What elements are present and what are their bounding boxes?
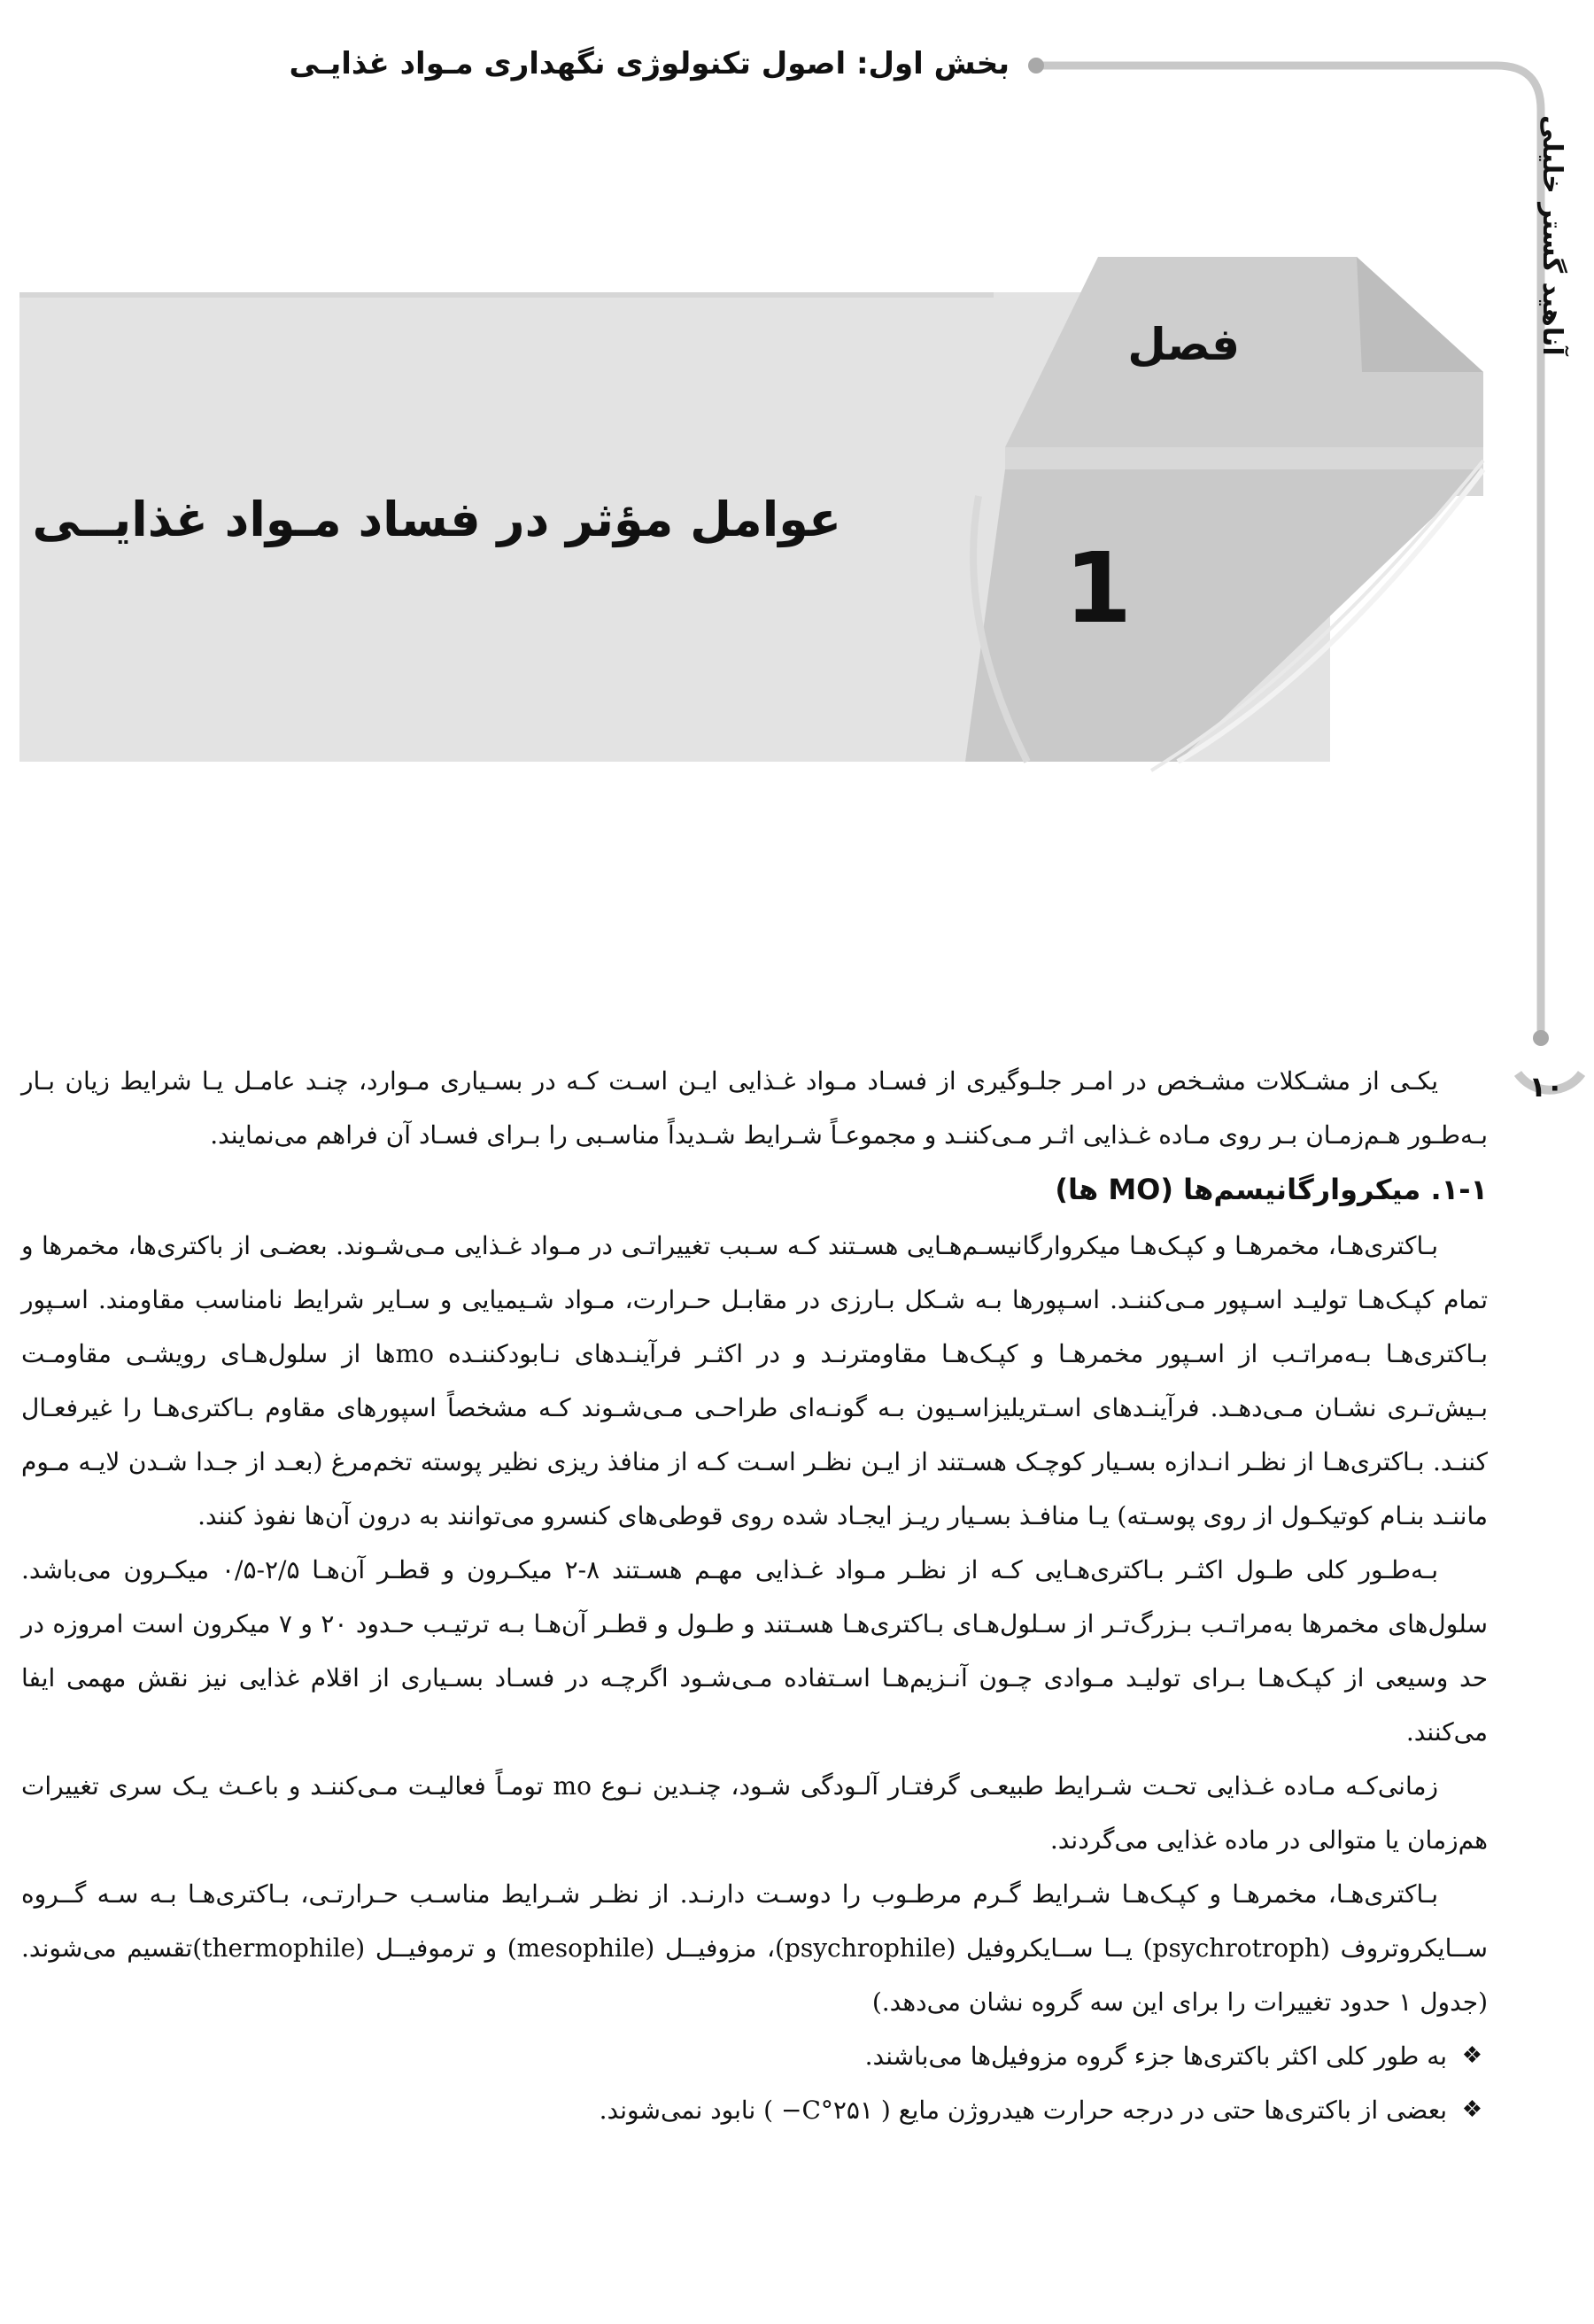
list-item-text: به طور کلی اکثر باکتری‌ها جزء گروه مزوفیل‌ها می‌باشند. bbox=[864, 2041, 1447, 2071]
section-heading: ۱-۱. میکروارگانیسم‌ها (MO ها) bbox=[1055, 1173, 1488, 1206]
diamond-bullet-icon: ❖ bbox=[1461, 2096, 1482, 2123]
intro-paragraph: یکـی از مشـکلات مشـخص در امـر جلـوگیری از فسـاد مـواد غـذایی ایـن اسـت کـه در بسـیاری مـوارد، چنـد عامـل یـا شرایط زیان بـار بـه‌طـور هـم‌زمـان بـر روی مـاده غـذایی اثـر مـی‌کننـد و مجموعـاً شـرایط شـدیداً مناسـبی را بـرای فسـاد آن فراهم می‌نمایند. bbox=[21, 1066, 1488, 1150]
bullet-list bbox=[21, 2029, 1488, 2137]
chapter-label: فصل bbox=[1127, 319, 1240, 370]
publisher-name: آناهید گستر خلیلی bbox=[1536, 115, 1567, 356]
list-item-text: بعضی از باکتری‌ها حتی در درجه حرارت هیدروژن مایع ( ۲۵۱°C− ) نابود نمی‌شوند. bbox=[599, 2095, 1447, 2125]
body-content bbox=[21, 1054, 1488, 2137]
body-paragraph: بـه‌طـور کلی طـول اکثـر بـاکتری‌هـایی کـه از نظـر مـواد غـذایی مهـم هسـتند ۸-۲ میکـرون و قطـر آن‌هـا ۲/۵-۰/۵ میکـرون می‌باشد. سلول‌های مخمرها به‌مراتـب بـزرگ‌تـر از سـلول‌هـای بـاکتری‌هـا هسـتند و طـول و قطـر آن‌هـا بـه ترتیـب حـدود ۲۰ و ۷ میکرون است امروزه در حد وسیعی از کپـک‌هـا بـرای تولیـد مـوادی چـون آنـزیم‌هـا اسـتفاده مـی‌شـود اگرچـه در فسـاد بسـیاری از اقلام غذایی نیز نقش مهمی ایفا می‌کنند. bbox=[21, 1555, 1488, 1747]
body-paragraph: بـاکتری‌هـا، مخمرهـا و کپـک‌هـا میکروارگانیسـم‌هـایی هسـتند کـه سـبب تغییراتـی در مـواد غـذایی مـی‌شـوند. بعضـی از باکتری‌ها، مخمرها و تمام کپـک‌هـا تولیـد اسـپور مـی‌کننـد. اسـپورها بـه شـکل بـارزی در مقابـل حـرارت، مـواد شـیمیایی و سـایر شرایط نامناسب مقاومند. اسـپور بـاکتری‌هـا بـه‌مراتـب از اسـپور مخمرهـا و کپـک‌هـا مقاومترنـد و در اکثـر فرآینـدهای نـابودکننـده moها از سلول‌هـای رویشـی مقاومـت بـیش‌تـری نشـان مـی‌دهـد. فرآینـدهای اسـتریلیزاسـیون بـه گونـه‌ای طراحـی مـی‌شـوند کـه مشخصاً اسپورهای مقاوم بـاکتری‌هـا را غیرفعـال کننـد. بـاکتری‌هـا از نظـر انـدازه بسـیار کوچـک هسـتند از ایـن نظـر اسـت کـه از منافذ ریزی نظیر پوسته تخم‌مرغ (بعـد از جـدا شـدن لایـه مـوم ماننـد بنـام کوتیکـول از روی پوسـته) یـا منافـذ بسـیار ریـز ایجـاد شده روی قوطی‌های کنسرو می‌توانند به درون آن‌ها نفوذ کنند. bbox=[21, 1231, 1489, 1530]
list-item bbox=[21, 2029, 1488, 2083]
list-item bbox=[21, 2083, 1488, 2137]
page-number: ۱۰ bbox=[1528, 1070, 1564, 1104]
publisher-sidebar bbox=[1521, 115, 1576, 399]
diamond-bullet-icon: ❖ bbox=[1461, 2042, 1482, 2069]
body-paragraph: زمانی‌کـه مـاده غـذایی تحـت شـرایط طبیعـی گرفتـار آلـودگی شـود، چنـدین نـوع mo تومـاً فعالیـت مـی‌کننـد و باعـث یـک سری تغییرات هم‌زمان یا متوالی در ماده غذایی می‌گردند. bbox=[21, 1771, 1488, 1855]
section-header-title: بخش اول: اصول تکنولوژی نگهداری مـواد غذایـی bbox=[289, 46, 1010, 81]
chapter-number: 1 bbox=[1064, 531, 1133, 645]
chapter-banner-graphic bbox=[0, 0, 1594, 1151]
body-paragraph: بـاکتری‌هـا، مخمرهـا و کپـک‌هـا شـرایط گـرم مرطـوب را دوسـت دارنـد. از نظـر شـرایط مناسـب حـرارتـی، بـاکتری‌هـا بـه سـه گــروه ســایکروتروف (psychrotroph) یــا ســایکروفیل (psychrophile)، مزوفیــل (mesophile) و ترموفیــل (thermophile)تقسیم می‌شوند. (جدول ۱ حدود تغییرات را برای این سه گروه نشان می‌دهد.) bbox=[21, 1879, 1488, 2017]
chapter-title: عوامل مؤثر در فساد مـواد غذایــی bbox=[32, 492, 841, 547]
